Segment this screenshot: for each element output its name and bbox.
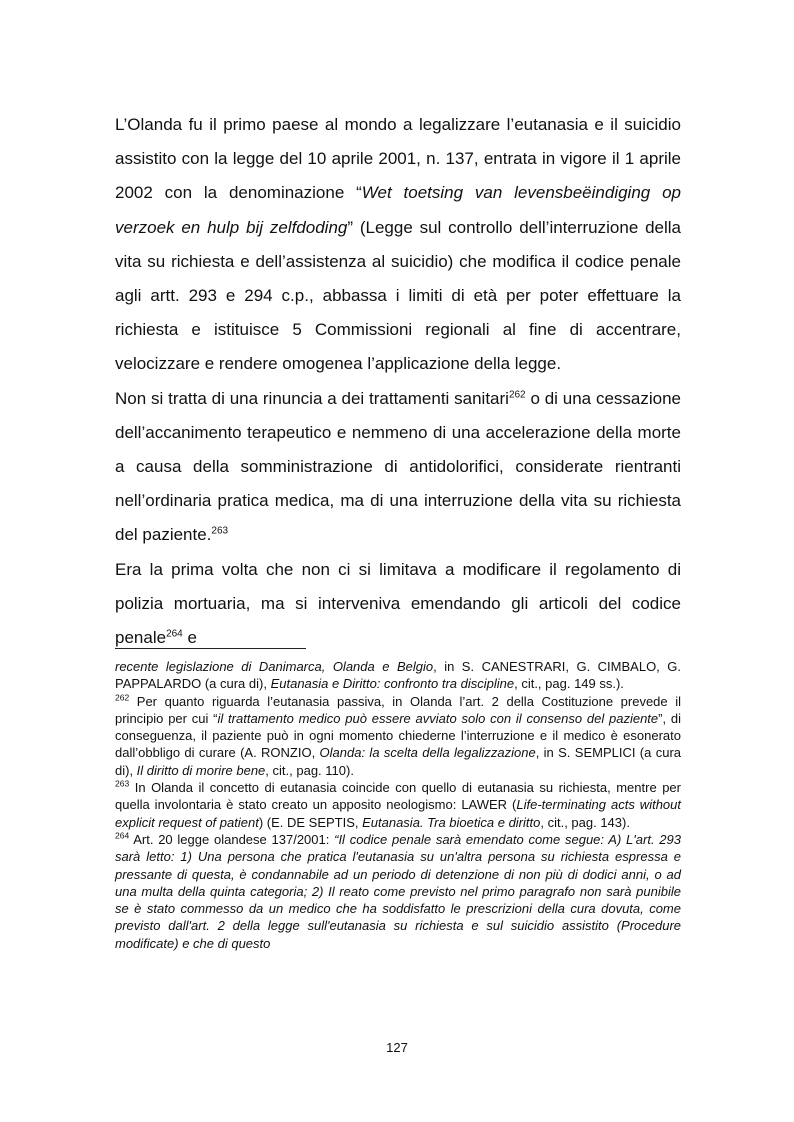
paragraph-1-text-a: L’Olanda fu il primo paese al mondo a legalizzare l’eutanasia e il suicidio assistito con la legge del 10 aprile 2001, n. 137, entrata in vigore il 1 aprile 2002 con la denominazione “ — [115, 115, 681, 203]
footnotes — [115, 658, 681, 952]
footnote-264-text-1: Art. 20 legge olandese 137/2001: — [129, 831, 335, 847]
page-number: 127 — [386, 1040, 408, 1055]
footnote-262-number: 262 — [115, 692, 130, 703]
footnote-263-number: 263 — [115, 778, 130, 789]
footnote-262-italic-3: Il diritto di morire bene — [136, 762, 266, 778]
paragraph-1-text-b: ” (Legge sul controllo dell’interruzione della vita su richiesta e dell’assistenza al suicidio) che modifica il codice penale agli artt. 293 e 294 c.p., abbassa i limiti di età per poter effettuare la richiesta e istituisce 5 Commissioni regionali al fine di accentrare, velocizzare e rendere omogenea l’applicazione della legge. — [115, 217, 682, 374]
footnote-ref-263[interactable]: 263 — [211, 525, 229, 537]
footnote-262-text-4: , cit., pag. 110). — [265, 762, 354, 778]
footnote-262-italic-1: il trattamento medico può essere avviato solo con il consenso del paziente — [217, 710, 659, 726]
footnote-263-text-3: , cit., pag. 143). — [540, 814, 630, 830]
paragraph-2-text-b: o di una cessazione dell’accanimento terapeutico e nemmeno di una accelerazione della morte a causa della somministrazione di antidolorifici, considerate rientranti nell’ordinaria pratica medica, ma di una interruzione della vita su richiesta del paziente. — [115, 388, 681, 545]
footnote-264-italic-1: “Il codice penale sarà emendato come segue: A) L'art. 293 sarà letto: 1) Una persona che pratica l'eutanasia su un'altra persona su richiesta espressa e pressante di questa, è condannabile ad un periodo di detenzione di non più di dodici anni, o ad una multa della quinta categoria; 2) Il reato come previsto nel primo paragrafo non sarà punibile se è stato commesso da un medico che ha soddisfatto le prescrizioni della cura dovuta, come previsto dall'art. 2 della legge sull'eutanasia su richiesta e sul suicidio assistito (Procedure modificate) e che di questo — [115, 831, 681, 951]
footnote-263-text-1: In Olanda il concetto di eutanasia coincide con quello di eutanasia su richiesta, mentre per quella involontaria è stato creato un apposito neologismo: LAWER ( — [115, 780, 681, 813]
footnote-263 — [115, 779, 681, 831]
footnote-ref-264[interactable]: 264 — [166, 628, 183, 640]
footnote-264 — [115, 831, 681, 952]
footnote-262 — [115, 693, 681, 779]
footnote-continued-italic-1: recente legislazione di Danimarca, Olanda e Belgio — [115, 659, 434, 674]
footnote-263-italic-2: Eutanasia. Tra bioetica e diritto — [362, 814, 541, 830]
footnote-continued-text-2: , cit., pag. 149 ss.). — [514, 676, 624, 692]
footnote-262-italic-2: Olanda: la scelta della legalizzazione — [319, 745, 536, 761]
footnote-separator — [115, 648, 306, 649]
law-title-dutch: Wet toetsing van levensbeëindiging op verzoek en hulp bij zelfdoding — [115, 183, 681, 237]
footnote-264-number: 264 — [115, 830, 130, 841]
footnote-continued-italic-2: Eutanasia e Diritto: confronto tra discipline — [270, 676, 515, 692]
paragraph-1 — [115, 108, 681, 382]
paragraph-2 — [115, 382, 681, 553]
footnote-262-text-2: ”, di conseguenza, il paziente può in ogni momento chiederne l’interruzione e il medico è esonerato dall’obbligo di curare (A. RONZIO, — [115, 710, 681, 761]
footnote-263-text-2: ) (E. DE SEPTIS, — [258, 814, 363, 830]
paragraph-3 — [115, 553, 681, 656]
paragraph-3-text-b: e — [182, 628, 197, 648]
paragraph-3-text-a: Era la prima volta che non ci si limitava a modificare il regolamento di polizia mortuaria, ma si interveniva emendando gli articoli del codice penale — [115, 559, 681, 648]
footnote-ref-262[interactable]: 262 — [508, 388, 526, 400]
main-text — [115, 108, 681, 655]
footnote-continued — [115, 658, 681, 693]
paragraph-2-text-a: Non si tratta di una rinuncia a dei trattamenti sanitari — [115, 388, 509, 408]
footnote-262-text-3: , in S. SEMPLICI (a cura di), — [115, 745, 682, 778]
footnote-continued-text-1: , in S. CANESTRARI, G. CIMBALO, G. PAPPALARDO (a cura di), — [115, 659, 681, 692]
footnote-262-text-1: Per quanto riguarda l’eutanasia passiva, in Olanda l’art. 2 della Costituzione prevede il principio per cui “ — [115, 693, 681, 726]
footnote-263-italic-1: Life-terminating acts without explicit request of patient — [115, 797, 681, 830]
